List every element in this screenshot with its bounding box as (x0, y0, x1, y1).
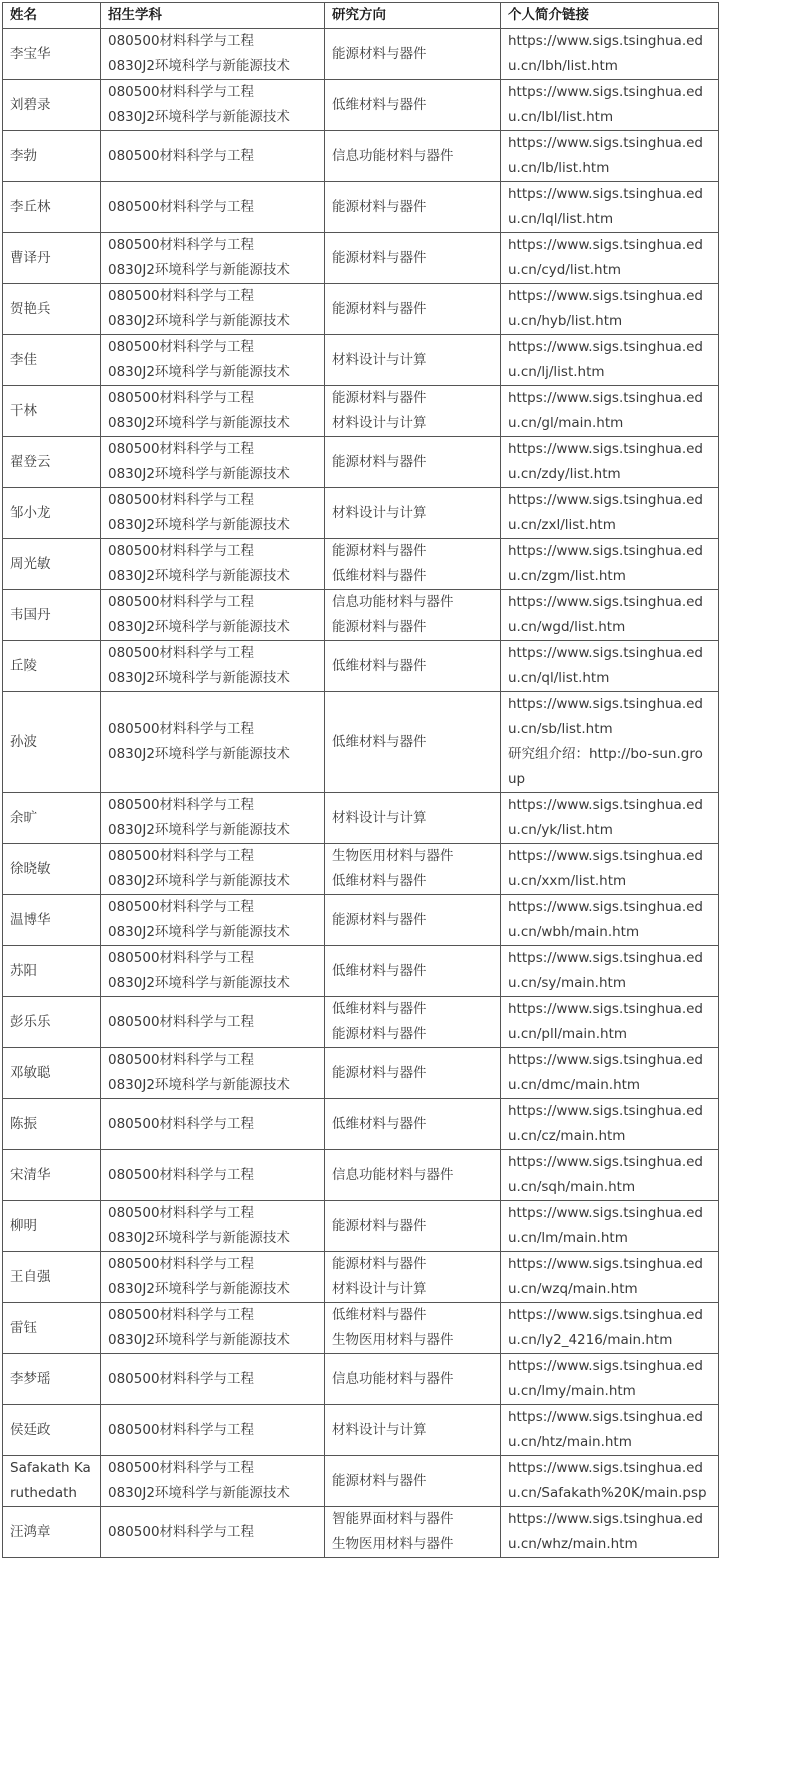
profile-link[interactable]: https://www.sigs.tsinghua.edu.cn/gl/main.htm (508, 390, 703, 431)
subjects-cell (101, 182, 325, 233)
subject-item: 0830J2环境科学与新能源技术 (108, 619, 290, 635)
link-cell (501, 692, 719, 793)
direction-cell (325, 1201, 501, 1252)
table-row (3, 590, 719, 641)
faculty-name: 邓敏聪 (10, 1064, 51, 1081)
direction-cell (325, 29, 501, 80)
subject-item: 080500材料科学与工程 (108, 1370, 255, 1387)
direction-item: 能源材料与器件 (332, 911, 427, 928)
direction-item: 低维材料与器件 (332, 962, 427, 979)
subject-item: 080500材料科学与工程 (108, 33, 255, 49)
profile-link[interactable]: https://www.sigs.tsinghua.edu.cn/ly2_4216/main.htm (508, 1307, 703, 1348)
faculty-name: 曹译丹 (10, 249, 51, 266)
link-cell (501, 284, 719, 335)
link-cell (501, 1354, 719, 1405)
name-cell (3, 1252, 101, 1303)
faculty-name: 孙波 (10, 733, 37, 750)
table-row (3, 946, 719, 997)
subjects-cell (101, 1303, 325, 1354)
direction-cell (325, 895, 501, 946)
faculty-name: 周光敏 (10, 555, 51, 572)
subjects-cell (101, 1201, 325, 1252)
direction-cell (325, 692, 501, 793)
faculty-name: 李梦瑶 (10, 1370, 51, 1387)
subjects-cell (101, 80, 325, 131)
subject-item: 080500材料科学与工程 (108, 84, 255, 100)
subject-item: 080500材料科学与工程 (108, 288, 255, 304)
name-cell (3, 1201, 101, 1252)
link-cell (501, 1048, 719, 1099)
name-cell (3, 590, 101, 641)
subject-item: 080500材料科学与工程 (108, 1523, 255, 1540)
name-cell (3, 488, 101, 539)
direction-item: 能源材料与器件 (332, 619, 427, 635)
link-cell (501, 997, 719, 1048)
name-cell (3, 997, 101, 1048)
direction-item: 低维材料与器件 (332, 1115, 427, 1132)
faculty-name: 彭乐乐 (10, 1013, 51, 1030)
faculty-name: 汪鸿章 (10, 1523, 51, 1540)
direction-item: 能源材料与器件 (332, 1217, 427, 1234)
direction-item: 能源材料与器件 (332, 1026, 427, 1042)
direction-item: 信息功能材料与器件 (332, 147, 454, 164)
subjects-cell (101, 488, 325, 539)
subject-item: 0830J2环境科学与新能源技术 (108, 746, 290, 762)
faculty-table (2, 2, 719, 1558)
direction-item: 材料设计与计算 (332, 504, 427, 521)
header-row (3, 3, 719, 29)
link-cell (501, 182, 719, 233)
subject-item: 0830J2环境科学与新能源技术 (108, 1281, 290, 1297)
profile-link[interactable]: https://www.sigs.tsinghua.edu.cn/lm/main.htm (508, 1205, 703, 1246)
faculty-name: 李宝华 (10, 45, 51, 62)
name-cell (3, 641, 101, 692)
faculty-name: 李勃 (10, 147, 37, 164)
table-body (3, 29, 719, 1558)
direction-cell (325, 284, 501, 335)
direction-cell (325, 182, 501, 233)
direction-item: 能源材料与器件 (332, 453, 427, 470)
link-cell (501, 488, 719, 539)
subjects-cell (101, 1150, 325, 1201)
profile-link[interactable]: https://www.sigs.tsinghua.edu.cn/sy/main.htm (508, 950, 703, 991)
name-cell (3, 80, 101, 131)
direction-cell (325, 1456, 501, 1507)
name-cell (3, 1354, 101, 1405)
direction-cell (325, 844, 501, 895)
link-cell (501, 1201, 719, 1252)
subjects-cell (101, 590, 325, 641)
link-cell (501, 233, 719, 284)
direction-cell (325, 793, 501, 844)
direction-cell (325, 1303, 501, 1354)
subjects-cell (101, 233, 325, 284)
name-cell (3, 284, 101, 335)
direction-item: 材料设计与计算 (332, 415, 427, 431)
direction-item: 能源材料与器件 (332, 1064, 427, 1081)
profile-link[interactable]: https://www.sigs.tsinghua.edu.cn/wgd/list.htm (508, 594, 703, 635)
subject-item: 080500材料科学与工程 (108, 848, 255, 864)
subject-item: 080500材料科学与工程 (108, 492, 255, 508)
table-row (3, 80, 719, 131)
direction-item: 能源材料与器件 (332, 300, 427, 317)
profile-link[interactable]: https://www.sigs.tsinghua.edu.cn/lbl/list.htm (508, 84, 703, 125)
subject-item: 080500材料科学与工程 (108, 594, 255, 610)
direction-item: 低维材料与器件 (332, 873, 427, 889)
link-cell (501, 1150, 719, 1201)
link-cell (501, 539, 719, 590)
direction-item: 低维材料与器件 (332, 568, 427, 584)
name-cell (3, 895, 101, 946)
faculty-name: 韦国丹 (10, 606, 51, 623)
table-row (3, 844, 719, 895)
profile-link[interactable]: https://www.sigs.tsinghua.edu.cn/cz/main.htm (508, 1103, 703, 1144)
direction-cell (325, 233, 501, 284)
subject-item: 080500材料科学与工程 (108, 1166, 255, 1183)
name-cell (3, 793, 101, 844)
subjects-cell (101, 1048, 325, 1099)
direction-item: 信息功能材料与器件 (332, 1166, 454, 1183)
name-cell (3, 1099, 101, 1150)
direction-item: 材料设计与计算 (332, 1281, 427, 1297)
header-link: 个人简介链接 (501, 3, 719, 29)
subjects-cell (101, 386, 325, 437)
name-cell (3, 437, 101, 488)
table-row (3, 793, 719, 844)
subject-item: 080500材料科学与工程 (108, 543, 255, 559)
subjects-cell (101, 692, 325, 793)
subjects-cell (101, 997, 325, 1048)
subject-item: 0830J2环境科学与新能源技术 (108, 975, 290, 991)
profile-link[interactable]: https://www.sigs.tsinghua.edu.cn/hyb/list.htm (508, 288, 703, 329)
table-row (3, 284, 719, 335)
profile-link[interactable]: https://www.sigs.tsinghua.edu.cn/zxl/list.htm (508, 492, 703, 533)
direction-item: 材料设计与计算 (332, 351, 427, 368)
faculty-name: 王自强 (10, 1268, 51, 1285)
name-cell (3, 946, 101, 997)
direction-cell (325, 1252, 501, 1303)
direction-item: 能源材料与器件 (332, 1472, 427, 1489)
subjects-cell (101, 29, 325, 80)
direction-item: 低维材料与器件 (332, 96, 427, 113)
name-cell (3, 29, 101, 80)
subject-item: 0830J2环境科学与新能源技术 (108, 924, 290, 940)
profile-link[interactable]: https://www.sigs.tsinghua.edu.cn/whz/main.htm (508, 1511, 703, 1552)
table-row (3, 182, 719, 233)
link-cell (501, 1252, 719, 1303)
link-cell (501, 335, 719, 386)
profile-link[interactable]: 研究组介绍：http://bo-sun.group (508, 746, 703, 787)
subjects-cell (101, 844, 325, 895)
table-row (3, 1252, 719, 1303)
table-row (3, 386, 719, 437)
subjects-cell (101, 1456, 325, 1507)
subject-item: 0830J2环境科学与新能源技术 (108, 873, 290, 889)
direction-item: 能源材料与器件 (332, 249, 427, 266)
header-subjects: 招生学科 (101, 3, 325, 29)
subject-item: 0830J2环境科学与新能源技术 (108, 262, 290, 278)
subject-item: 080500材料科学与工程 (108, 899, 255, 915)
name-cell (3, 335, 101, 386)
subject-item: 080500材料科学与工程 (108, 147, 255, 164)
direction-item: 生物医用材料与器件 (332, 1536, 454, 1552)
profile-link[interactable]: https://www.sigs.tsinghua.edu.cn/lmy/main.htm (508, 1358, 703, 1399)
link-cell (501, 131, 719, 182)
table-row (3, 437, 719, 488)
profile-link[interactable]: https://www.sigs.tsinghua.edu.cn/zdy/list.htm (508, 441, 703, 482)
subjects-cell (101, 335, 325, 386)
subjects-cell (101, 793, 325, 844)
table-row (3, 1456, 719, 1507)
direction-cell (325, 1150, 501, 1201)
direction-item: 材料设计与计算 (332, 809, 427, 826)
subject-item: 0830J2环境科学与新能源技术 (108, 58, 290, 74)
table-row (3, 1354, 719, 1405)
profile-link[interactable]: https://www.sigs.tsinghua.edu.cn/wbh/main.htm (508, 899, 703, 940)
subject-item: 080500材料科学与工程 (108, 1421, 255, 1438)
table-row (3, 1150, 719, 1201)
subjects-cell (101, 437, 325, 488)
name-cell (3, 1405, 101, 1456)
direction-cell (325, 1507, 501, 1558)
name-cell (3, 182, 101, 233)
link-cell (501, 844, 719, 895)
direction-cell (325, 80, 501, 131)
subject-item: 0830J2环境科学与新能源技术 (108, 109, 290, 125)
faculty-name: 柳明 (10, 1217, 37, 1234)
subject-item: 0830J2环境科学与新能源技术 (108, 1230, 290, 1246)
profile-link[interactable]: https://www.sigs.tsinghua.edu.cn/sqh/main.htm (508, 1154, 703, 1195)
name-cell (3, 539, 101, 590)
table-row (3, 997, 719, 1048)
direction-cell (325, 997, 501, 1048)
subject-item: 0830J2环境科学与新能源技术 (108, 1332, 290, 1348)
direction-cell (325, 539, 501, 590)
direction-item: 能源材料与器件 (332, 390, 427, 406)
table-row (3, 1099, 719, 1150)
direction-item: 生物医用材料与器件 (332, 1332, 454, 1348)
table-row (3, 1507, 719, 1558)
name-cell (3, 1507, 101, 1558)
table-row (3, 131, 719, 182)
subjects-cell (101, 539, 325, 590)
faculty-name: 干林 (10, 402, 37, 419)
subject-item: 0830J2环境科学与新能源技术 (108, 466, 290, 482)
direction-item: 低维材料与器件 (332, 1307, 427, 1323)
subject-item: 080500材料科学与工程 (108, 645, 255, 661)
profile-link[interactable]: https://www.sigs.tsinghua.edu.cn/cyd/list.htm (508, 237, 703, 278)
direction-item: 能源材料与器件 (332, 198, 427, 215)
subjects-cell (101, 131, 325, 182)
profile-link[interactable]: https://www.sigs.tsinghua.edu.cn/lb/list.htm (508, 135, 703, 176)
header-name: 姓名 (3, 3, 101, 29)
link-cell (501, 29, 719, 80)
subject-item: 080500材料科学与工程 (108, 339, 255, 355)
name-cell (3, 131, 101, 182)
name-cell (3, 233, 101, 284)
link-cell (501, 641, 719, 692)
link-cell (501, 437, 719, 488)
direction-cell (325, 437, 501, 488)
subject-item: 0830J2环境科学与新能源技术 (108, 822, 290, 838)
faculty-name: 温博华 (10, 911, 51, 928)
subject-item: 080500材料科学与工程 (108, 441, 255, 457)
faculty-name: 贺艳兵 (10, 300, 51, 317)
table-row (3, 1303, 719, 1354)
profile-link[interactable]: https://www.sigs.tsinghua.edu.cn/htz/main.htm (508, 1409, 703, 1450)
direction-item: 低维材料与器件 (332, 1001, 427, 1017)
profile-link[interactable]: https://www.sigs.tsinghua.edu.cn/yk/list.htm (508, 797, 703, 838)
table-row (3, 29, 719, 80)
name-cell (3, 692, 101, 793)
table-row (3, 335, 719, 386)
faculty-name: 邹小龙 (10, 504, 51, 521)
subject-item: 0830J2环境科学与新能源技术 (108, 670, 290, 686)
profile-link[interactable]: https://www.sigs.tsinghua.edu.cn/lbh/list.htm (508, 33, 703, 74)
subject-item: 080500材料科学与工程 (108, 797, 255, 813)
subject-item: 0830J2环境科学与新能源技术 (108, 313, 290, 329)
subject-item: 080500材料科学与工程 (108, 1256, 255, 1272)
faculty-name: 侯廷政 (10, 1421, 51, 1438)
subjects-cell (101, 1354, 325, 1405)
link-cell (501, 80, 719, 131)
subjects-cell (101, 1507, 325, 1558)
faculty-name: 宋清华 (10, 1166, 51, 1183)
link-cell (501, 946, 719, 997)
faculty-name: 刘碧录 (10, 96, 51, 113)
faculty-name: 苏阳 (10, 962, 37, 979)
direction-item: 能源材料与器件 (332, 1256, 427, 1272)
subject-item: 0830J2环境科学与新能源技术 (108, 568, 290, 584)
direction-cell (325, 1048, 501, 1099)
direction-cell (325, 590, 501, 641)
subject-item: 080500材料科学与工程 (108, 1307, 255, 1323)
subject-item: 0830J2环境科学与新能源技术 (108, 1077, 290, 1093)
link-cell (501, 386, 719, 437)
table-row (3, 895, 719, 946)
subject-item: 080500材料科学与工程 (108, 1460, 255, 1476)
faculty-name: 徐晓敏 (10, 860, 51, 877)
profile-link[interactable]: https://www.sigs.tsinghua.edu.cn/ql/list.htm (508, 645, 703, 686)
direction-item: 信息功能材料与器件 (332, 1370, 454, 1387)
table-row (3, 233, 719, 284)
subjects-cell (101, 895, 325, 946)
subject-item: 080500材料科学与工程 (108, 198, 255, 215)
direction-item: 信息功能材料与器件 (332, 594, 454, 610)
subject-item: 0830J2环境科学与新能源技术 (108, 517, 290, 533)
direction-cell (325, 1099, 501, 1150)
profile-link[interactable]: https://www.sigs.tsinghua.edu.cn/zgm/list.htm (508, 543, 703, 584)
direction-cell (325, 641, 501, 692)
table-row (3, 1201, 719, 1252)
subjects-cell (101, 946, 325, 997)
direction-item: 能源材料与器件 (332, 543, 427, 559)
direction-item: 材料设计与计算 (332, 1421, 427, 1438)
direction-cell (325, 488, 501, 539)
link-cell (501, 1099, 719, 1150)
subjects-cell (101, 1405, 325, 1456)
link-cell (501, 793, 719, 844)
direction-cell (325, 131, 501, 182)
subject-item: 080500材料科学与工程 (108, 390, 255, 406)
link-cell (501, 1303, 719, 1354)
subject-item: 080500材料科学与工程 (108, 721, 255, 737)
direction-cell (325, 386, 501, 437)
subject-item: 080500材料科学与工程 (108, 1205, 255, 1221)
link-cell (501, 1456, 719, 1507)
direction-cell (325, 946, 501, 997)
subjects-cell (101, 641, 325, 692)
profile-link[interactable]: https://www.sigs.tsinghua.edu.cn/xxm/list.htm (508, 848, 703, 889)
faculty-name: 翟登云 (10, 453, 51, 470)
direction-cell (325, 1405, 501, 1456)
name-cell (3, 1048, 101, 1099)
name-cell (3, 1150, 101, 1201)
subject-item: 080500材料科学与工程 (108, 1115, 255, 1132)
faculty-name: Safakath Karuthedath (10, 1460, 91, 1501)
table-row (3, 539, 719, 590)
link-cell (501, 895, 719, 946)
subjects-cell (101, 1099, 325, 1150)
subjects-cell (101, 1252, 325, 1303)
subject-item: 080500材料科学与工程 (108, 950, 255, 966)
faculty-name: 李佳 (10, 351, 37, 368)
link-cell (501, 1405, 719, 1456)
link-cell (501, 590, 719, 641)
subject-item: 080500材料科学与工程 (108, 1013, 255, 1030)
direction-item: 低维材料与器件 (332, 657, 427, 674)
direction-item: 能源材料与器件 (332, 45, 427, 62)
direction-item: 生物医用材料与器件 (332, 848, 454, 864)
table-row (3, 1405, 719, 1456)
faculty-name: 余旷 (10, 809, 37, 826)
profile-link[interactable]: https://www.sigs.tsinghua.edu.cn/dmc/main.htm (508, 1052, 703, 1093)
table-row (3, 488, 719, 539)
faculty-name: 丘陵 (10, 657, 37, 674)
subject-item: 0830J2环境科学与新能源技术 (108, 364, 290, 380)
direction-cell (325, 1354, 501, 1405)
header-direction: 研究方向 (325, 3, 501, 29)
direction-cell (325, 335, 501, 386)
profile-link[interactable]: https://www.sigs.tsinghua.edu.cn/Safakath%20K/main.psp (508, 1460, 707, 1501)
name-cell (3, 386, 101, 437)
table-row (3, 641, 719, 692)
subject-item: 0830J2环境科学与新能源技术 (108, 415, 290, 431)
faculty-name: 李丘林 (10, 198, 51, 215)
faculty-name: 雷钰 (10, 1319, 37, 1336)
profile-link[interactable]: https://www.sigs.tsinghua.edu.cn/lql/list.htm (508, 186, 703, 227)
subject-item: 080500材料科学与工程 (108, 1052, 255, 1068)
subject-item: 080500材料科学与工程 (108, 237, 255, 253)
direction-item: 低维材料与器件 (332, 733, 427, 750)
profile-link[interactable]: https://www.sigs.tsinghua.edu.cn/lj/list.htm (508, 339, 703, 380)
table-row (3, 1048, 719, 1099)
profile-link[interactable]: https://www.sigs.tsinghua.edu.cn/sb/list.htm (508, 696, 703, 737)
name-cell (3, 1303, 101, 1354)
direction-item: 智能界面材料与器件 (332, 1511, 454, 1527)
name-cell (3, 844, 101, 895)
table-row (3, 692, 719, 793)
subjects-cell (101, 284, 325, 335)
profile-link[interactable]: https://www.sigs.tsinghua.edu.cn/pll/main.htm (508, 1001, 703, 1042)
faculty-name: 陈振 (10, 1115, 37, 1132)
link-cell (501, 1507, 719, 1558)
profile-link[interactable]: https://www.sigs.tsinghua.edu.cn/wzq/main.htm (508, 1256, 703, 1297)
subject-item: 0830J2环境科学与新能源技术 (108, 1485, 290, 1501)
name-cell (3, 1456, 101, 1507)
